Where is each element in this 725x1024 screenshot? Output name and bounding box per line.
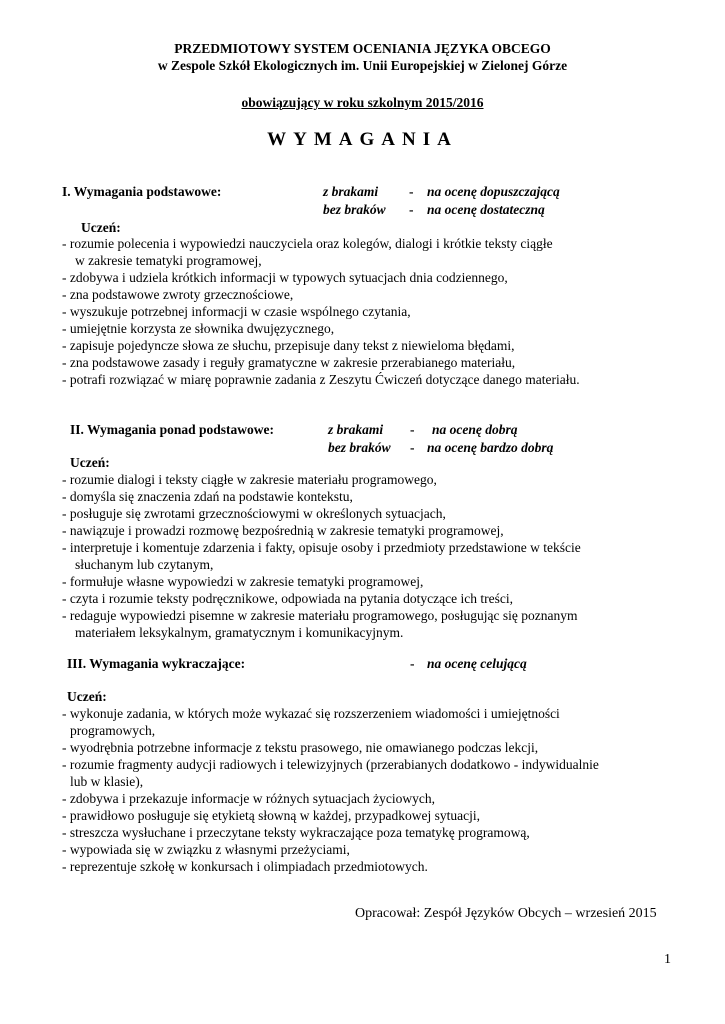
list-item: - streszcza wysłuchane i przeczytane teksty wykraczające poza tematykę programową, — [62, 825, 530, 840]
section1-grade-cond-1: z brakami — [323, 184, 379, 199]
list-item: - zna podstawowe zwroty grzecznościowe, — [62, 287, 294, 302]
list-item: - zdobywa i przekazuje informacje w różnych sytuacjach życiowych, — [62, 791, 435, 806]
section2-grade-2: na ocenę bardzo dobrą — [427, 440, 554, 455]
list-item: - umiejętnie korzysta ze słownika dwujęzycznego, — [62, 321, 335, 336]
school-year: obowiązujący w roku szkolnym 2015/2016 — [241, 95, 484, 110]
list-item: - interpretuje i komentuje zdarzenia i fakty, opisuje osoby i przedmioty przedstawione w tekście — [62, 540, 581, 555]
list-item: lub w klasie), — [70, 774, 144, 789]
section1-grade-2: na ocenę dostateczną — [427, 202, 545, 217]
section3-heading: III. Wymagania wykraczające: — [67, 656, 246, 671]
section3-grade-dash: - — [410, 656, 415, 671]
list-item: - wypowiada się w związku z własnymi przeżyciami, — [62, 842, 350, 857]
list-item: - zapisuje pojedyncze słowa ze słuchu, przepisuje dany tekst z niewieloma błędami, — [62, 338, 515, 353]
list-item: - formułuje własne wypowiedzi w zakresie tematyki programowej, — [62, 574, 424, 589]
list-item: - rozumie dialogi i teksty ciągłe w zakresie materiału programowego, — [62, 472, 437, 487]
list-item: - wyodrębnia potrzebne informacje z tekstu prasowego, nie omawianego podczas lekcji, — [62, 740, 539, 755]
list-item: - posługuje się zwrotami grzecznościowymi w określonych sytuacjach, — [62, 506, 446, 521]
list-item: słuchanym lub czytanym, — [75, 557, 214, 572]
list-item: - potrafi rozwiązać w miarę poprawnie zadania z Zeszytu Ćwiczeń dotyczące danego materiału. — [62, 372, 580, 387]
list-item: - wykonuje zadania, w których może wykazać się rozszerzeniem wiadomości i umiejętności — [62, 706, 560, 721]
section1-grade-dash-2: - — [409, 202, 414, 217]
list-item: - zdobywa i udziela krótkich informacji w typowych sytuacjach dnia codziennego, — [62, 270, 508, 285]
section1-grade-dash-1: - — [409, 184, 414, 199]
list-item: - wyszukuje potrzebnej informacji w czasie wspólnego czytania, — [62, 304, 411, 319]
section2-grade-cond-2: bez braków — [328, 440, 391, 455]
header-line-1: PRZEDMIOTOWY SYSTEM OCENIANIA JĘZYKA OBCEGO — [174, 41, 551, 56]
list-item: - prawidłowo posługuje się etykietą słowną w każdej, przypadkowej sytuacji, — [62, 808, 481, 823]
section1-grade-1: na ocenę dopuszczającą — [427, 184, 560, 199]
list-item: - redaguje wypowiedzi pisemne w zakresie materiału programowego, posługując się poznanym — [62, 608, 578, 623]
section1-student-label: Uczeń: — [81, 220, 121, 235]
section1-heading: I. Wymagania podstawowe: — [62, 184, 222, 199]
list-item: - reprezentuje szkołę w konkursach i olimpiadach przedmiotowych. — [62, 859, 428, 874]
list-item: programowych, — [70, 723, 156, 738]
list-item: materiałem leksykalnym, gramatycznym i komunikacyjnym. — [75, 625, 404, 640]
section2-grade-cond-1: z brakami — [328, 422, 384, 437]
section2-grade-dash-1: - — [410, 422, 415, 437]
section2-grade-dash-2: - — [410, 440, 415, 455]
page-title: WYMAGANIA — [267, 129, 458, 150]
header-line-2: w Zespole Szkół Ekologicznych im. Unii Europejskiej w Zielonej Górze — [157, 58, 568, 73]
list-item: - czyta i rozumie teksty podręcznikowe, odpowiada na pytania dotyczące ich treści, — [62, 591, 513, 606]
list-item: - zna podstawowe zasady i reguły gramatyczne w zakresie przerabianego materiału, — [62, 355, 516, 370]
page-number: 1 — [664, 952, 671, 967]
author-signature: Opracował: Zespół Języków Obcych – wrzesień 2015 — [355, 906, 657, 921]
section2-grade-1: na ocenę dobrą — [432, 422, 518, 437]
section2-student-label: Uczeń: — [70, 455, 110, 470]
list-item: - rozumie polecenia i wypowiedzi nauczyciela oraz kolegów, dialogi i krótkie teksty ciągłe — [62, 236, 553, 251]
list-item: - nawiązuje i prowadzi rozmowę bezpośrednią w zakresie tematyki programowej, — [62, 523, 504, 538]
list-item: - rozumie fragmenty audycji radiowych i telewizyjnych (przerabianych dodatkowo - indywidualnie — [62, 757, 599, 772]
list-item: w zakresie tematyki programowej, — [75, 253, 262, 268]
list-item: - domyśla się znaczenia zdań na podstawie kontekstu, — [62, 489, 353, 504]
section2-heading: II. Wymagania ponad podstawowe: — [70, 422, 275, 437]
section3-student-label: Uczeń: — [67, 689, 107, 704]
section1-grade-cond-2: bez braków — [323, 202, 386, 217]
section3-grade: na ocenę celującą — [427, 656, 527, 671]
